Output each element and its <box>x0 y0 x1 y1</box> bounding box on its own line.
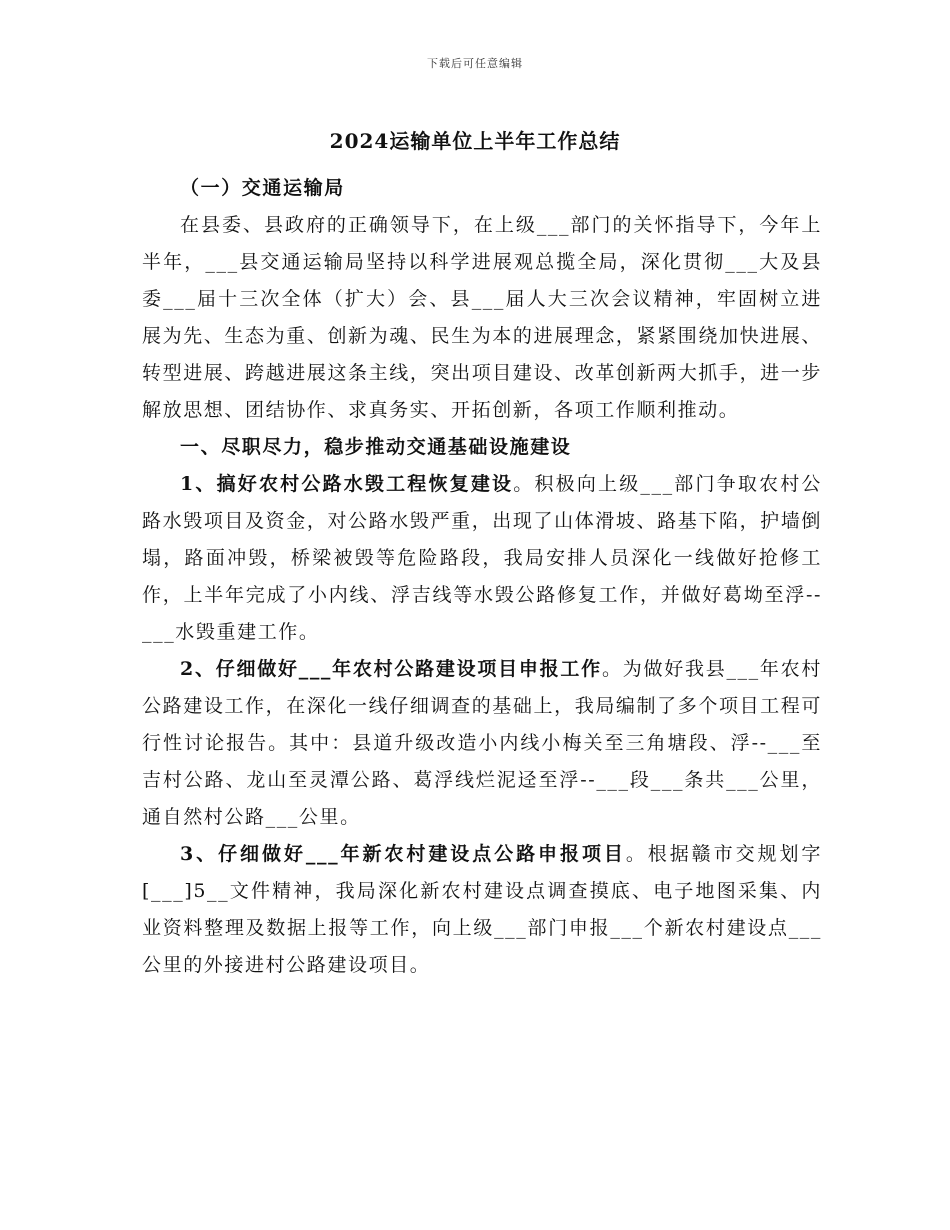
header-note: 下载后可任意编辑 <box>427 57 523 70</box>
item-paragraph-1 <box>142 466 822 651</box>
document-body <box>142 170 822 984</box>
item-paragraph-2 <box>142 651 822 836</box>
item-body-2: 。为做好我县___年农村公路建设工作，在深化一线仔细调查的基础上，我局编制了多个项目工程可行性讨论报告。其中：县道升级改造小内线小梅关至三角塘段、浮--___至吉村公路、龙山至灵潭公路、葛浮线烂泥迳至浮--___段___条共___公里，通自然村公路___公里。 <box>142 658 823 828</box>
item-lead-1: 1、搞好农村公路水毁工程恢复建设 <box>180 473 514 495</box>
intro-paragraph: 在县委、县政府的正确领导下，在上级___部门的关怀指导下，今年上半年，___县交通运输局坚持以科学进展观总揽全局，深化贯彻___大及县委___届十三次全体（扩大）会、县___届人大三次会议精神，牢固树立进展为先、生态为重、创新为魂、民生为本的进展理念，紧紧围绕加快进展、转型进展、跨越进展这条主线，突出项目建设、改革创新两大抓手，进一步解放思想、团结协作、求真务实、开拓创新，各项工作顺利推动。 <box>142 214 822 421</box>
section-heading: （一）交通运输局 <box>180 177 345 199</box>
document-title: 2024运输单位上半年工作总结 <box>329 129 621 153</box>
part-one-heading: 一、尽职尽力，稳步推动交通基础设施建设 <box>180 436 572 458</box>
item-lead-3: 3、仔细做好___年新农村建设点公路申报项目 <box>180 843 626 865</box>
item-paragraph-3 <box>142 836 822 984</box>
item-lead-2: 2、仔细做好___年农村公路建设项目申报工作 <box>180 658 602 680</box>
item-body-3: 。根据赣市交规划字[___]5__文件精神，我局深化新农村建设点调查摸底、电子地图采集、内业资料整理及数据上报等工作，向上级___部门申报___个新农村建设点___公里的外接进村公路建设项目。 <box>142 843 823 976</box>
item-body-1: 。积极向上级___部门争取农村公路水毁项目及资金，对公路水毁严重，出现了山体滑坡、路基下陷，护墙倒塌，路面冲毁，桥梁被毁等危险路段，我局安排人员深化一线做好抢修工作，上半年完成了小内线、浮吉线等水毁公路修复工作，并做好葛坳至浮--___水毁重建工作。 <box>142 473 822 643</box>
